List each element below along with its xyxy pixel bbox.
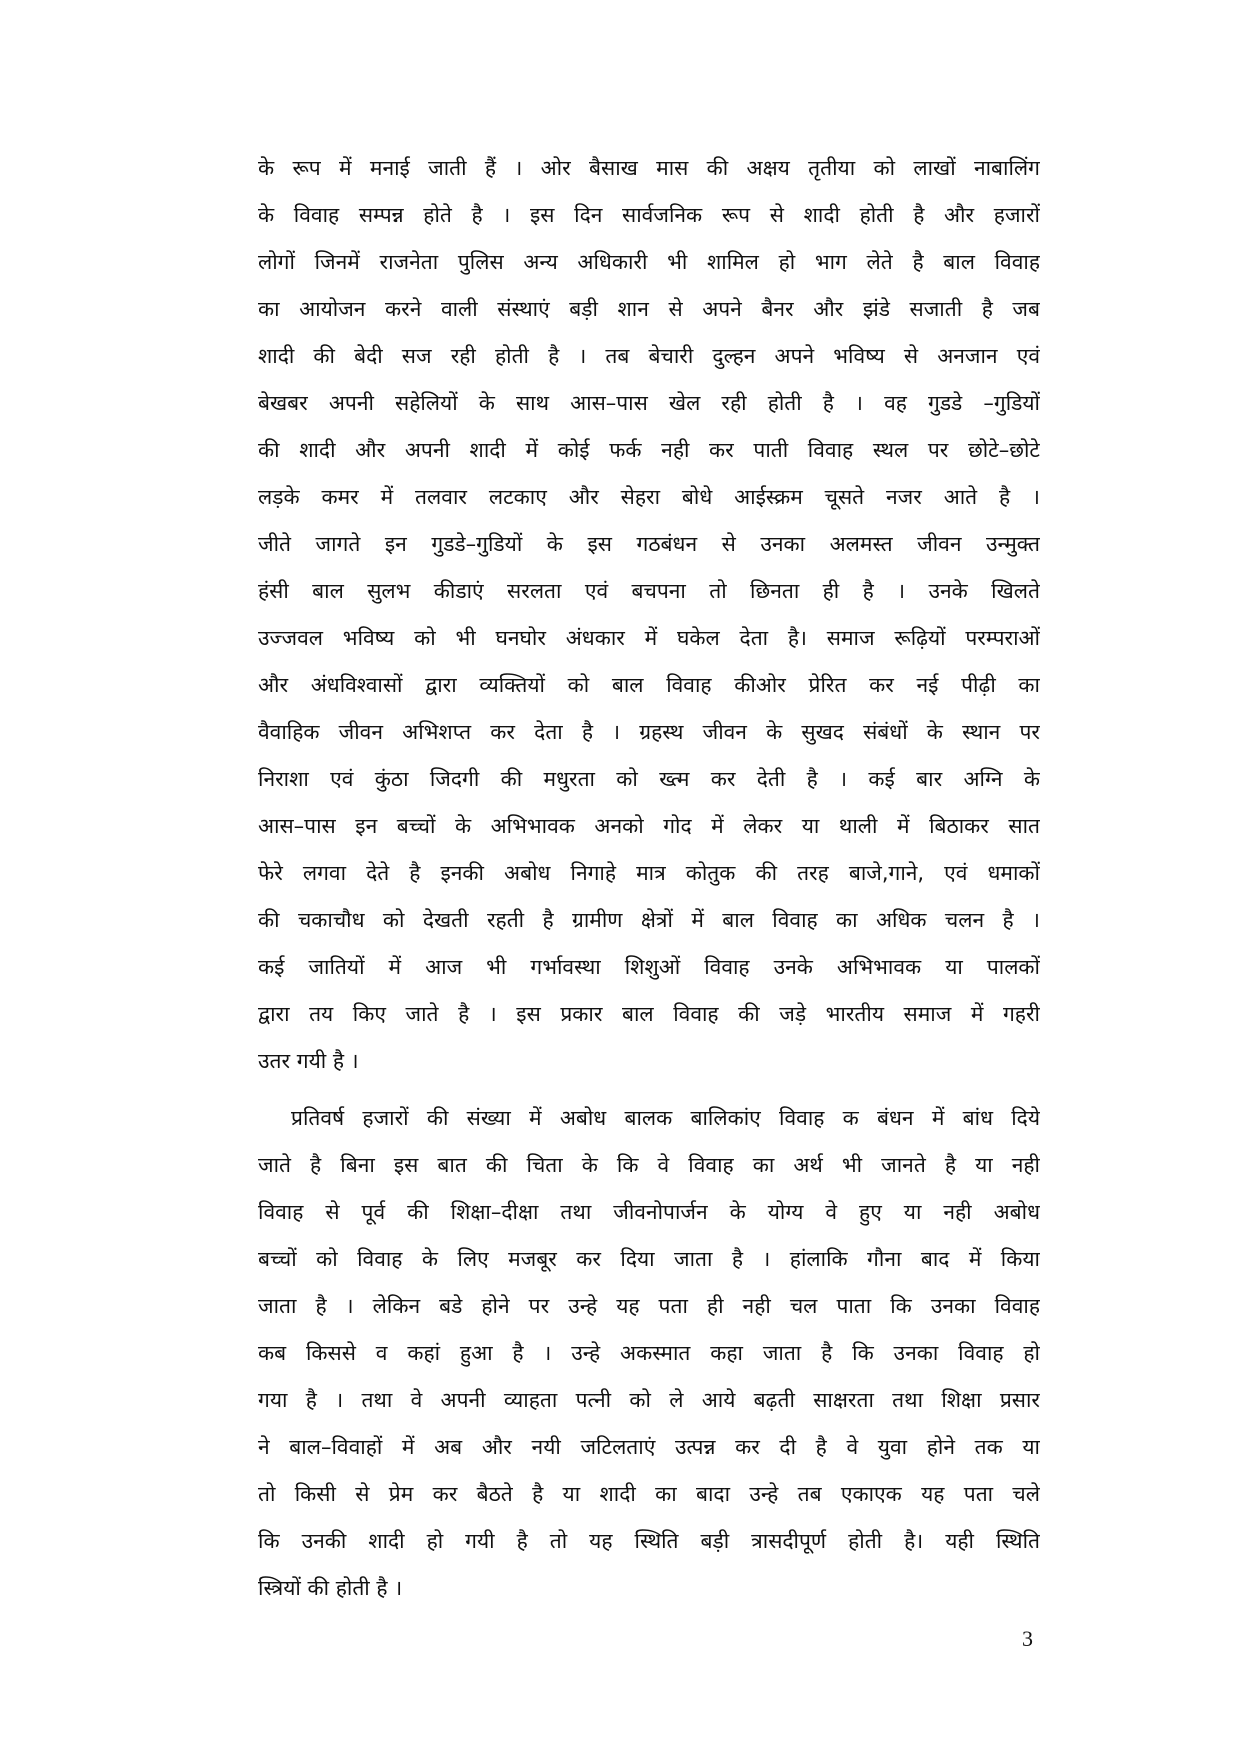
text-line: और अंधविश्वासों द्वारा व्यक्तियों को बाल विवाह कीओर प्रेरित कर नई पीढ़ी का — [258, 673, 1040, 697]
text-line: जाता है । लेकिन बडे होने पर उन्हे यह पता ही नही चल पाता कि उनका विवाह — [258, 1294, 1040, 1318]
text-line: का आयोजन करने वाली संस्थाएं बड़ी शान से अपने बैनर और झंडे सजाती है जब — [258, 297, 1040, 321]
text-line: की शादी और अपनी शादी में कोई फर्क नही कर पाती विवाह स्थल पर छोटे–छोटे — [258, 438, 1040, 462]
text-line: ने बाल–विवाहों में अब और नयी जटिलताएं उत्पन्न कर दी है वे युवा होने तक या — [258, 1435, 1040, 1459]
text-line: वैवाहिक जीवन अभिशप्त कर देता है । ग्रहस्थ जीवन के सुखद संबंधों के स्थान पर — [258, 720, 1040, 744]
text-line: प्रतिवर्ष हजारों की संख्या में अबोध बालक बालिकांए विवाह क बंधन में बांध दिये — [291, 1106, 1040, 1130]
text-line: फेरे लगवा देते है इनकी अबोध निगाहे मात्र कोतुक की तरह बाजे,गाने, एवं धमाकों — [258, 861, 1040, 885]
text-line: विवाह से पूर्व की शिक्षा–दीक्षा तथा जीवनोपार्जन के योग्य वे हुए या नही अबोध — [258, 1200, 1040, 1224]
text-line: निराशा एवं कुंठा जिदगी की मधुरता को ख्त्म कर देती है । कई बार अग्नि के — [258, 767, 1040, 791]
text-line: कई जातियों में आज भी गर्भावस्था शिशुओं विवाह उनके अभिभावक या पालकों — [258, 955, 1040, 979]
text-line: जीते जागते इन गुडडे–गुडियों के इस गठबंधन से उनका अलमस्त जीवन उन्मुक्त — [258, 532, 1040, 556]
text-line: कब किससे व कहां हुआ है । उन्हे अकस्मात कहा जाता है कि उनका विवाह हो — [258, 1341, 1040, 1365]
page-number: 3 — [1022, 1626, 1033, 1651]
text-line: उतर गयी है । — [258, 1049, 359, 1073]
paragraph-2 — [258, 1095, 1040, 1612]
text-line: द्वारा तय किए जाते है । इस प्रकार बाल विवाह की जड़े भारतीय समाज में गहरी — [258, 1002, 1040, 1026]
paragraph-1 — [258, 145, 1040, 1085]
text-line: के रूप में मनाई जाती हैं । ओर बैसाख मास की अक्षय तृतीया को लाखों नाबालिंग — [258, 156, 1040, 180]
text-line: गया है । तथा वे अपनी व्याहता पत्नी को ले आये बढ़ती साक्षरता तथा शिक्षा प्रसार — [258, 1388, 1040, 1412]
text-line: शादी की बेदी सज रही होती है । तब बेचारी दुल्हन अपने भविष्य से अनजान एवं — [258, 344, 1040, 368]
text-line: की चकाचौध को देखती रहती है ग्रामीण क्षेत्रों में बाल विवाह का अधिक चलन है । — [258, 908, 1040, 932]
text-line: लोगों जिनमें राजनेता पुलिस अन्य अधिकारी भी शामिल हो भाग लेते है बाल विवाह — [258, 250, 1040, 274]
text-line: हंसी बाल सुलभ कीडाएं सरलता एवं बचपना तो छिनता ही है । उनके खिलते — [258, 579, 1040, 603]
text-line: के विवाह सम्पन्न होते है । इस दिन सार्वजनिक रूप से शादी होती है और हजारों — [258, 203, 1040, 227]
text-line: उज्जवल भविष्य को भी घनघोर अंधकार में घकेल देता है। समाज रूढ़ियों परम्पराओं — [258, 626, 1040, 650]
text-line: जाते है बिना इस बात की चिता के कि वे विवाह का अर्थ भी जानते है या नही — [258, 1153, 1040, 1177]
text-line: आस–पास इन बच्चों के अभिभावक अनको गोद में लेकर या थाली में बिठाकर सात — [258, 814, 1040, 838]
text-line: स्त्रियों की होती है । — [258, 1576, 403, 1600]
text-line: बच्चों को विवाह के लिए मजबूर कर दिया जाता है । हांलाकि गौना बाद में किया — [258, 1247, 1040, 1271]
document-body — [258, 145, 1040, 1612]
text-line: लड़के कमर में तलवार लटकाए और सेहरा बोधे आईस्क्रम चूसते नजर आते है । — [258, 485, 1040, 509]
text-line: बेखबर अपनी सहेलियों के साथ आस–पास खेल रही होती है । वह गुडडे –गुडियों — [258, 391, 1040, 415]
text-line: तो किसी से प्रेम कर बैठते है या शादी का बादा उन्हे तब एकाएक यह पता चले — [258, 1482, 1040, 1506]
text-line: कि उनकी शादी हो गयी है तो यह स्थिति बड़ी त्रासदीपूर्ण होती है। यही स्थिति — [258, 1529, 1040, 1553]
